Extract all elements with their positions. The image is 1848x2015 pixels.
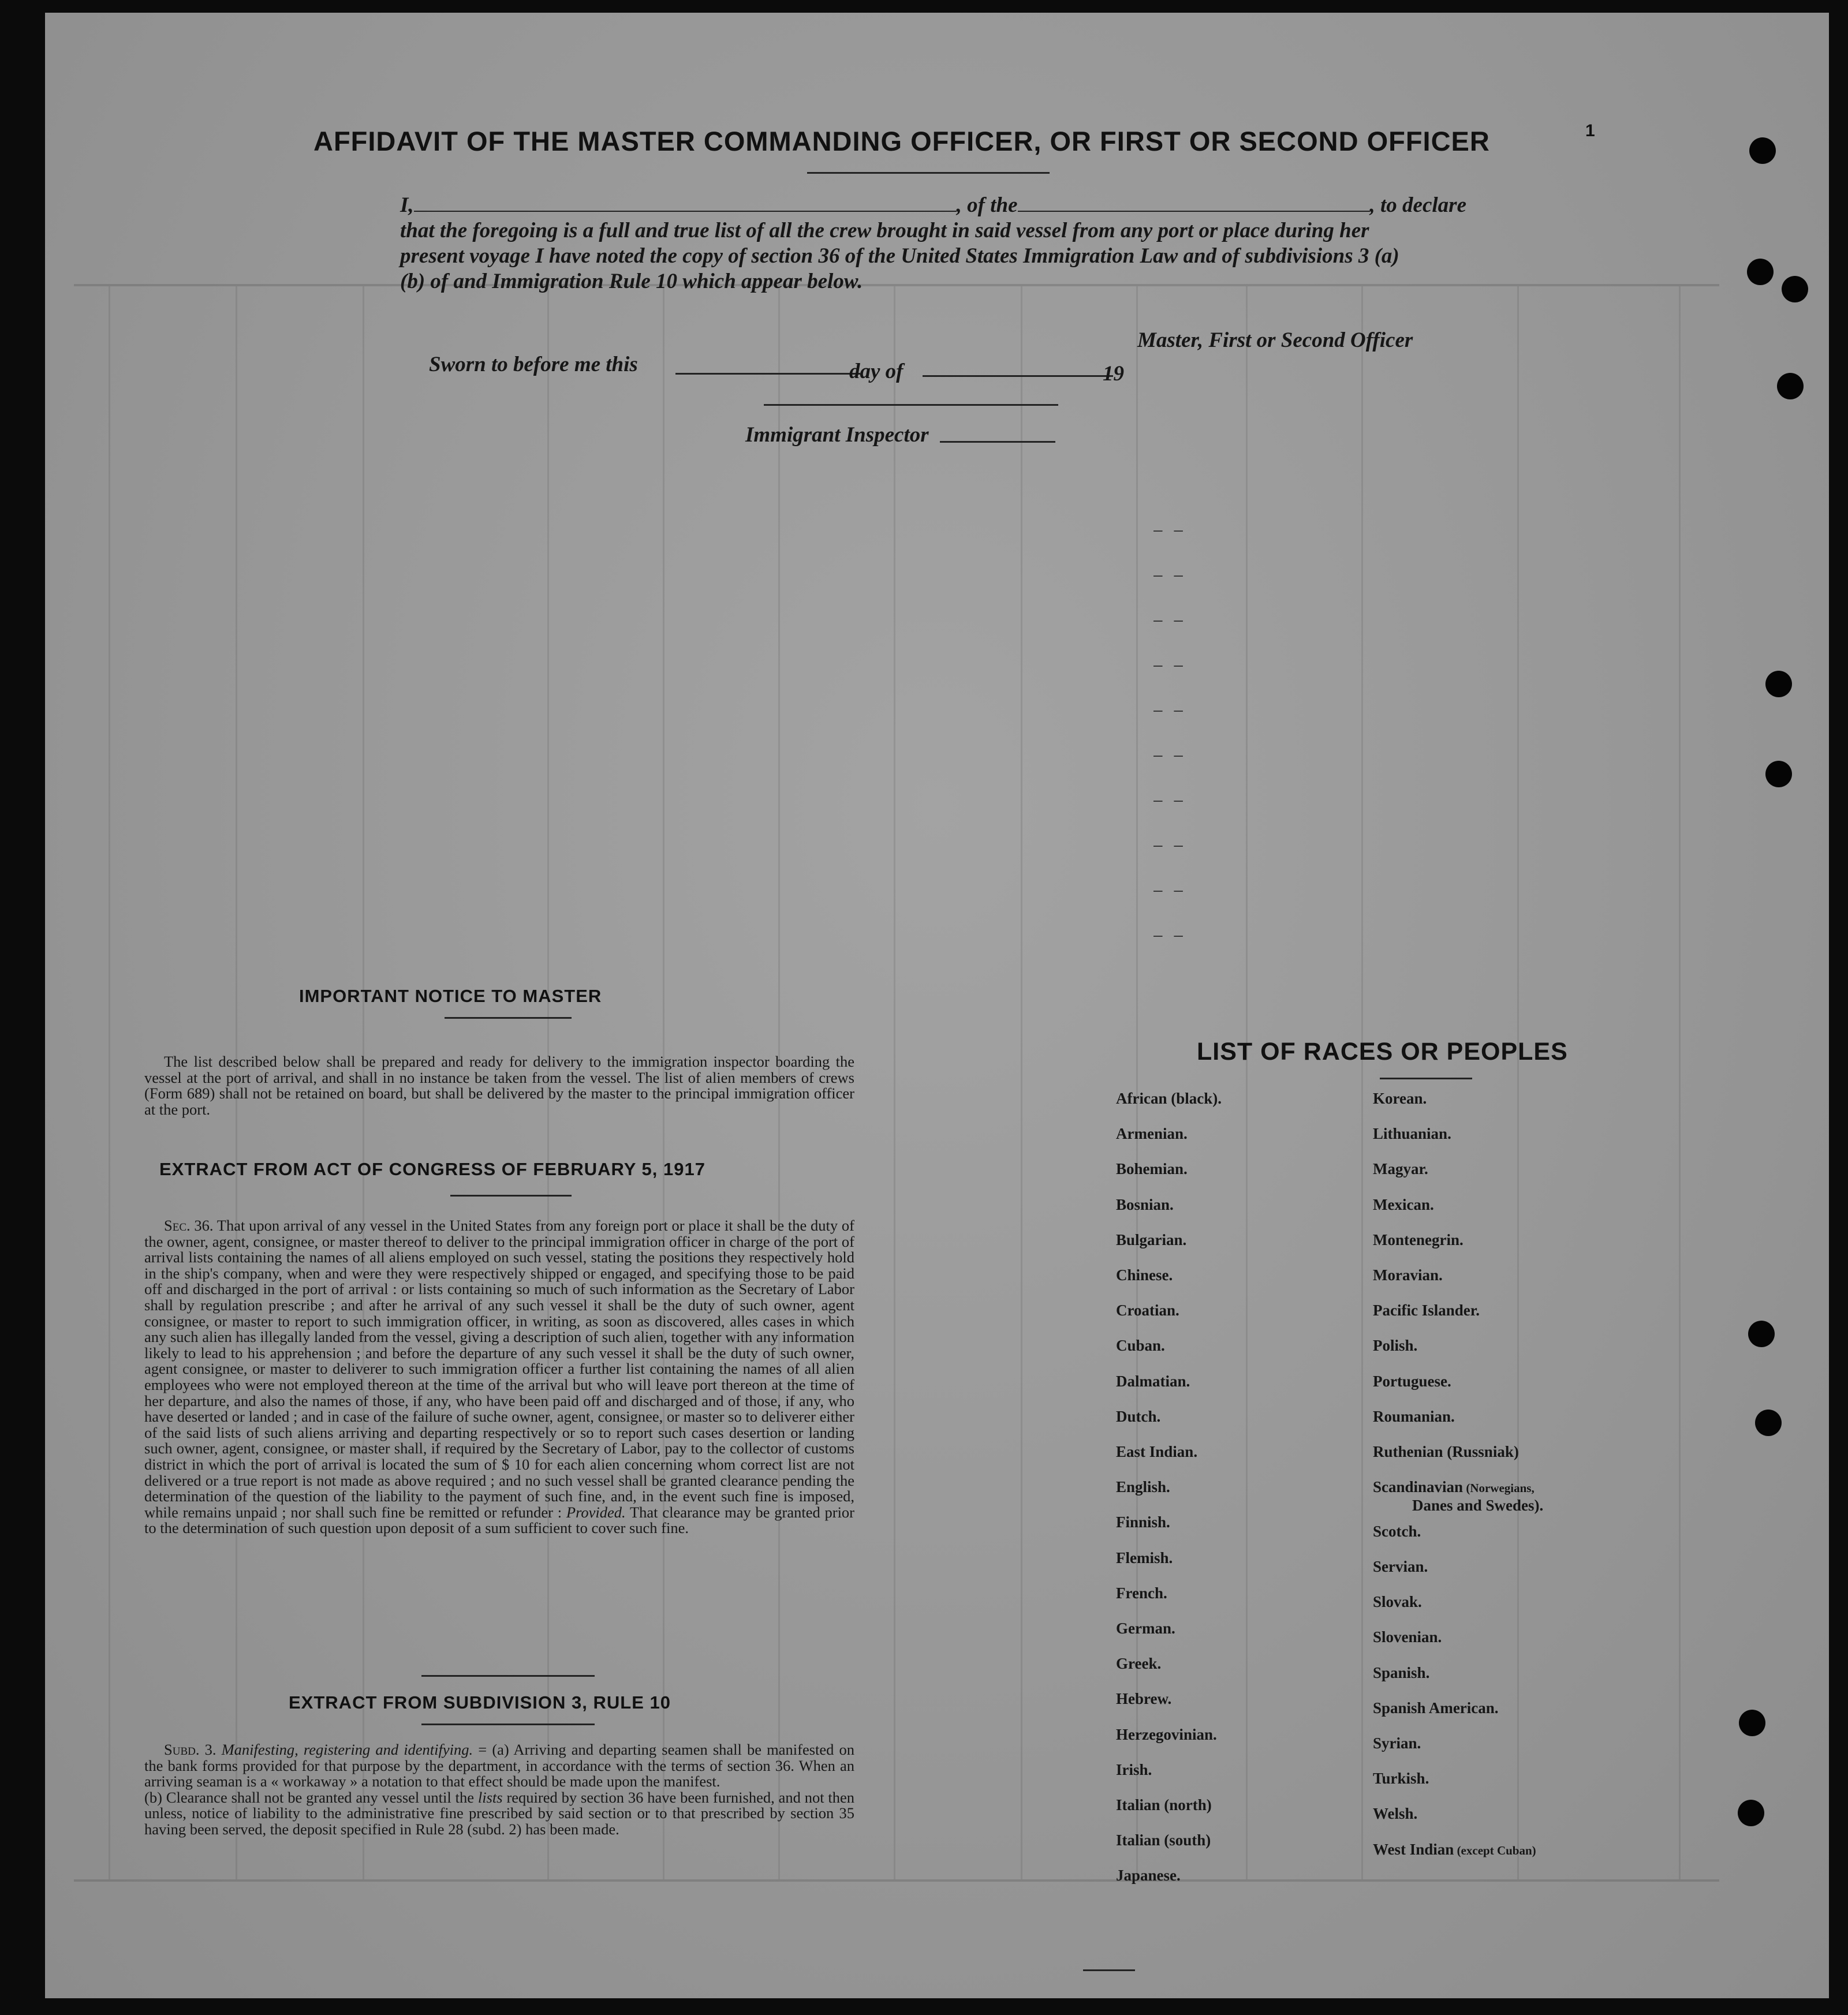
race-item: Hebrew.	[1116, 1690, 1172, 1708]
punch-hole	[1738, 1800, 1764, 1826]
race-name: Polish.	[1373, 1337, 1418, 1355]
race-item	[1373, 1593, 1422, 1610]
dash-marks: – – – – – – – – – – – – – – – – – – – –	[1153, 521, 1186, 944]
race-item	[1373, 1558, 1428, 1575]
race-name: Lithuanian.	[1373, 1125, 1451, 1143]
race-item: Bulgarian.	[1116, 1231, 1187, 1248]
race-item	[1373, 1699, 1499, 1717]
race-item: Bohemian.	[1116, 1160, 1188, 1178]
race-item	[1373, 1734, 1421, 1752]
subd-b-lists: lists	[477, 1788, 503, 1806]
race-item	[1373, 1770, 1429, 1787]
race-item: Dutch.	[1116, 1407, 1161, 1425]
punch-hole	[1749, 137, 1776, 164]
race-item: East Indian.	[1116, 1443, 1198, 1460]
page-number: 1	[1585, 121, 1595, 140]
race-item	[1373, 1664, 1429, 1681]
title-rule	[807, 172, 1050, 174]
races-title: LIST OF RACES OR PEOPLES	[1197, 1038, 1568, 1066]
race-item: Flemish.	[1116, 1549, 1173, 1567]
subd-b-text-2: required by section 36 have been furnished, and not then unless, notice of liability to the administrative fine prescribed by said section or to that prescribed by section 35 having been served, the deposit specified in Rule 28 (subd. 2) has been made.	[144, 1788, 855, 1838]
race-item	[1373, 1302, 1480, 1319]
race-name: Korean.	[1373, 1090, 1427, 1107]
race-item	[1373, 1841, 1536, 1859]
affidavit-line-3: present voyage I have noted the copy of section 36 of the United States Immigration Law and of subdivisions 3 (a)	[400, 244, 1399, 268]
race-item: Greek.	[1116, 1655, 1162, 1673]
race-name: Syrian.	[1373, 1734, 1421, 1752]
race-name: West Indian	[1373, 1840, 1454, 1858]
manifest-page	[45, 13, 1829, 1998]
day-of-label: day of	[849, 360, 904, 383]
year-prefix: 19	[1103, 362, 1124, 386]
race-item	[1373, 1373, 1451, 1390]
race-note: (Norwegians,	[1463, 1481, 1535, 1496]
punch-hole	[1777, 373, 1804, 399]
vessel-blank[interactable]	[1018, 210, 1370, 212]
notice-title: IMPORTANT NOTICE TO MASTER	[299, 986, 602, 1006]
punch-hole	[1747, 259, 1774, 285]
race-name: Servian.	[1373, 1557, 1428, 1575]
subd-label: Subd. 3.	[164, 1741, 216, 1758]
race-name: Scandinavian	[1373, 1478, 1464, 1496]
race-item	[1373, 1408, 1455, 1425]
race-item: Herzegovinian.	[1116, 1725, 1217, 1743]
notice-rule	[445, 1017, 572, 1019]
race-item	[1373, 1090, 1427, 1107]
race-item: Irish.	[1116, 1760, 1152, 1778]
race-name: Scotch.	[1373, 1522, 1421, 1540]
race-item: Croatian.	[1116, 1302, 1179, 1319]
act-body: That upon arrival of any vessel in the United States from any foreign port or place it shall be the duty of the owner, agent, consignee, or master thereof to deliver to the principal immigration officer in charge of the port of arrival lists containing the names of all aliens employed on such vessel, stating the positions they respectively hold in the ship's company, when and were they were respectively shipped or engaged, and specifying those to be paid off and discharged in the port of arrival : or lists containing so much of such information as the Secretary of Labor shall by regulation prescribe ; and after he arrival of any such vessel it shall be the duty of such owner, agent consignee, or master to report to such immigration officer, in writing, as soon as discovered, alles cases in which any such alien has illegally landed from the vessel, giving a description of such alien, together with any information likely to lead to his apprehension ; and before the departure of any such vessel it shall be the duty of such owner, agent consignee, or master to deliverer to such immigration officer a further list containing the names of all alien employees who were not employed thereon at the time of the arrival but who will leave port thereon at the time of her departure, and also the names of those, if any, who have been paid off and discharged and of those, if any, who have deserted or landed ; and in case of the failure of suche owner, agent, consignee, or master so to deliverer either of the said lists of such aliens arriving and departing respectively or so to report such cases desertion or landing such owner, agent, consignee, or master shall, if required by the Secretary of Labor, pay to the collector of customs district in which the port of arrival is located the sum of $ 10 for each alien concerning whom correct list are not delivered or a true report is not made as above required ; and no such vessel shall be granted clearance pending the determination of the question of the liability to the payment of such fine, and, in the event such fine is imposed, while remains unpaid ; nor shall such fine be remitted or refunder :	[144, 1217, 854, 1521]
sworn-day-blank[interactable]	[675, 373, 860, 375]
race-item	[1373, 1125, 1451, 1142]
subd-b-label: (b)	[144, 1788, 162, 1806]
race-item: Japanese.	[1116, 1867, 1181, 1885]
affidavit-line-4: (b) of and Immigration Rule 10 which appear below.	[400, 270, 863, 293]
race-item	[1373, 1628, 1442, 1646]
race-item	[1373, 1337, 1417, 1354]
race-name: Spanish.	[1373, 1663, 1430, 1681]
subd-title: Manifesting, registering and identifying.	[221, 1741, 473, 1758]
sworn-label: Sworn to before me this	[429, 353, 638, 376]
affidavit-line-2: that the foregoing is a full and true list of all the crew brought in said vessel from any port or place during her	[400, 219, 1369, 242]
act-title: EXTRACT FROM ACT OF CONGRESS OF FEBRUARY 5, 1917	[159, 1159, 705, 1179]
inspector-label: Immigrant Inspector	[745, 423, 929, 447]
race-name: Mexican.	[1373, 1195, 1434, 1213]
notice-text: The list described below shall be prepared and ready for delivery to the immigration inspector boarding the vessel at the port of arrival, and shall in no instance be taken from the vessel. The list of alien members of crews (Form 689) shall not be retained on board, but shall be delivered by the master to the principal immigration officer at the port.	[144, 1053, 854, 1118]
affidavit-line-1	[400, 193, 1514, 218]
race-item: English.	[1116, 1478, 1170, 1496]
race-name: Ruthenian (Russniak)	[1373, 1443, 1519, 1460]
race-name: Pacific Islander.	[1373, 1302, 1480, 1319]
act-text	[144, 1218, 854, 1537]
act-body-end: That clearance may be granted prior to the determination of such question upon deposit of a sum sufficient to cover such fine.	[144, 1503, 855, 1537]
race-item: Cuban.	[1116, 1337, 1165, 1355]
races-rule	[1380, 1078, 1472, 1079]
affidavit-title: AFFIDAVIT OF THE MASTER COMMANDING OFFICER, OR FIRST OR SECOND OFFICER	[313, 126, 1490, 156]
race-item: Dalmatian.	[1116, 1372, 1190, 1390]
race-name: Slovak.	[1373, 1593, 1422, 1611]
name-blank[interactable]	[414, 210, 957, 212]
race-name: Slovenian.	[1373, 1628, 1442, 1646]
race-name: Magyar.	[1373, 1160, 1428, 1178]
race-name: Moravian.	[1373, 1266, 1443, 1284]
race-item	[1373, 1266, 1443, 1284]
race-item	[1373, 1231, 1464, 1248]
subd-a-text: = (a) Arriving and departing seamen shall be manifested on the bank forms provided for that purpose by the department, in accordance with the terms of section 36. When an arriving seaman is a « workaway » a notation to that effect should be made upon the manifest.	[144, 1741, 854, 1790]
race-item: Chinese.	[1116, 1266, 1173, 1284]
punch-hole	[1739, 1710, 1765, 1736]
month-blank[interactable]	[923, 375, 1113, 377]
race-note: (except Cuban)	[1454, 1843, 1536, 1857]
race-note: Danes and Swedes).	[1412, 1497, 1544, 1515]
act-end-rule	[421, 1675, 595, 1677]
race-item: Finnish.	[1116, 1513, 1170, 1531]
sec-label: Sec. 36.	[164, 1217, 214, 1234]
race-item: Armenian.	[1116, 1125, 1188, 1143]
subd-b-text-1: Clearance shall not be granted any vessel until the	[166, 1788, 474, 1806]
race-item: African (black).	[1116, 1090, 1222, 1107]
race-name: Welsh.	[1373, 1805, 1418, 1823]
race-item	[1373, 1523, 1421, 1540]
race-item: German.	[1116, 1620, 1175, 1637]
race-item	[1373, 1443, 1519, 1460]
rule-rule	[421, 1724, 595, 1725]
affidavit-of-the: , of the	[956, 193, 1018, 217]
master-signature-label: Master, First or Second Officer	[1137, 328, 1413, 352]
race-item	[1373, 1196, 1434, 1213]
race-name: Montenegrin.	[1373, 1231, 1464, 1248]
affidavit-i: I,	[400, 193, 414, 217]
race-item: Italian (south)	[1116, 1831, 1211, 1849]
footer-mark	[1083, 1969, 1135, 1971]
punch-hole	[1782, 276, 1808, 302]
provided-label: Provided.	[566, 1503, 626, 1521]
affidavit-to-declare: , to declare	[1369, 193, 1466, 217]
race-item	[1373, 1478, 1543, 1514]
race-name: Roumanian.	[1373, 1407, 1455, 1425]
punch-hole	[1748, 1321, 1775, 1347]
rule-title: EXTRACT FROM SUBDIVISION 3, RULE 10	[289, 1692, 671, 1713]
race-item	[1373, 1805, 1417, 1822]
rule-text	[144, 1742, 854, 1838]
punch-hole	[1765, 761, 1792, 787]
inspector-blank[interactable]	[940, 441, 1055, 443]
race-name: Spanish American.	[1373, 1699, 1499, 1717]
act-rule	[450, 1195, 572, 1197]
race-item: Italian (north)	[1116, 1796, 1212, 1814]
race-item: Bosnian.	[1116, 1195, 1174, 1213]
punch-hole	[1765, 671, 1792, 697]
inspector-signature-line[interactable]	[764, 404, 1058, 406]
race-item: French.	[1116, 1584, 1167, 1602]
punch-hole	[1755, 1410, 1782, 1436]
race-name: Portuguese.	[1373, 1372, 1451, 1390]
race-item	[1373, 1160, 1428, 1177]
race-name: Turkish.	[1373, 1770, 1429, 1788]
